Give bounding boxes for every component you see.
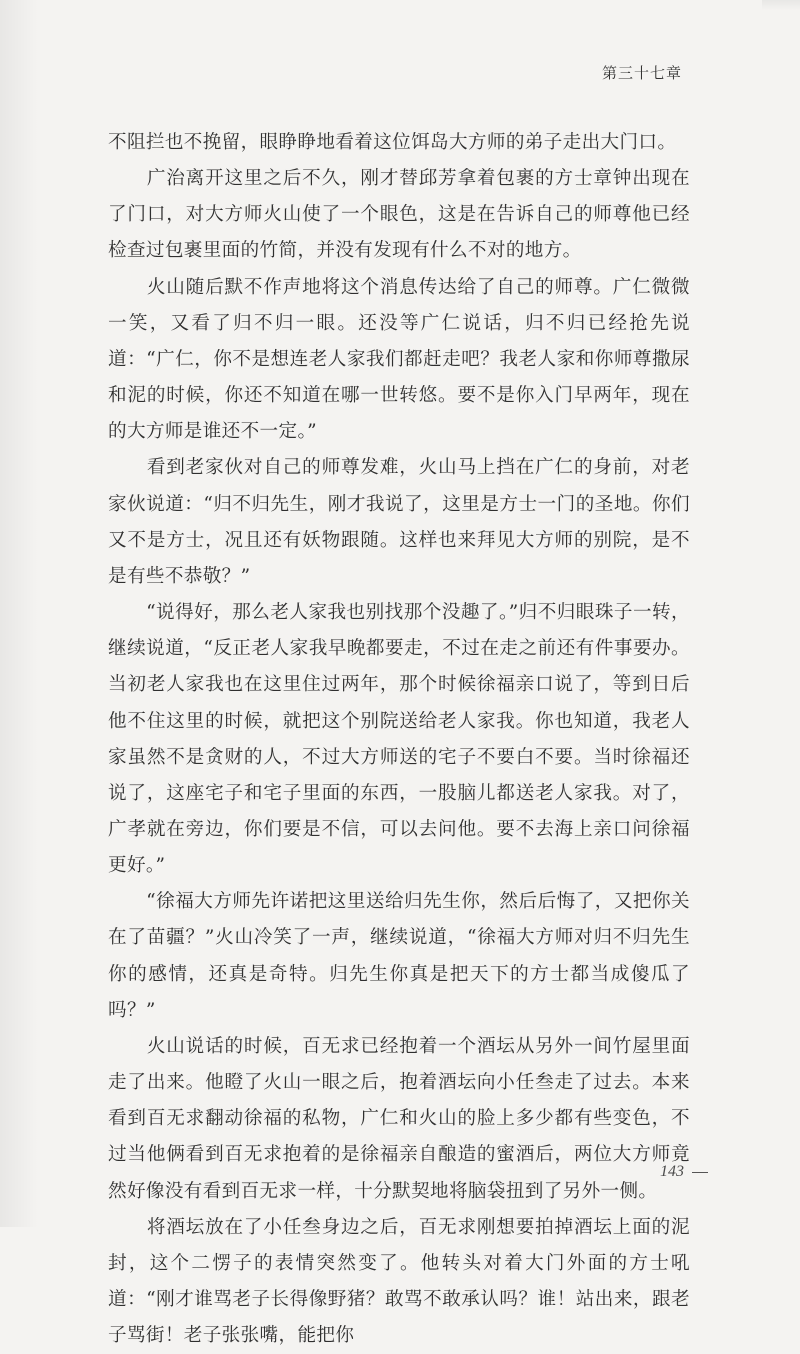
paragraph: “说得好，那么老人家我也别找那个没趣了。”归不归眼珠子一转，继续说道，“反正老人家我早晚都要走，不过在走之前还有件事要办。当初老人家我也在这里住过两年，那个时候徐福亲口说了，等到日后他不住这里的时候，就把这个别院送给老人家我。你也知道，我老人家虽然不是贪财的人，不过大方师送的宅子不要白不要。当时徐福还说了，这座宅子和宅子里面的东西，一股脑儿都送老人家我。对了，广孝就在旁边，你们要是不信，可以去问他。要不去海上亲口问徐福更好。”	[108, 602, 690, 877]
page-number-footer	[660, 1163, 708, 1181]
paragraph: 火山随后默不作声地将这个消息传达给了自己的师尊。广仁微微一笑，又看了归不归一眼。还没等广仁说话，归不归已经抢先说道：“广仁，你不是想连老人家我们都赶走吧？我老人家和你师尊撒尿和泥的时候，你还不知道在哪一世转悠。要不是你入门早两年，现在的大方师是谁还不一定。”	[108, 276, 690, 443]
running-header-chapter: 第三十七章	[601, 64, 682, 82]
body-text	[108, 125, 690, 1354]
paragraph: 不阻拦也不挽留，眼睁睁地看着这位饵岛大方师的弟子走出大门口。	[108, 132, 677, 153]
paragraph: 将酒坛放在了小任叁身边之后，百无求刚想要拍掉酒坛上面的泥封，这个二愣子的表情突然变了。他转头对着大门外面的方士吼道：“刚才谁骂老子长得像野猪？敢骂不敢承认吗？谁！站出来，跟老子骂街！老子张张嘴，能把你	[108, 1216, 690, 1347]
paragraph: “徐福大方师先许诺把这里送给归先生你，然后后悔了，又把你关在了苗疆？”火山冷笑了一声，继续说道，“徐福大方师对归不归先生你的感情，还真是奇特。归先生你真是把天下的方士都当成傻瓜了吗？”	[108, 891, 690, 1021]
binding-shadow	[0, 0, 38, 1227]
paragraph: 广治离开这里之后不久，刚才替邱芳拿着包裹的方士章钟出现在了门口，对大方师火山使了一个眼色，这是在告诉自己的师尊他已经检查过包裹里面的竹简，并没有发现有什么不对的地方。	[108, 168, 690, 262]
page-number: 143	[660, 1163, 684, 1180]
folio-dash	[692, 1172, 708, 1173]
paragraph: 看到老家伙对自己的师尊发难，火山马上挡在广仁的身前，对老家伙说道：“归不归先生，刚才我说了，这里是方士一门的圣地。你们又不是方士，况且还有妖物跟随。这样也来拜见大方师的别院，是不是有些不恭敬？”	[108, 457, 690, 587]
scan-edge-mark	[762, 0, 800, 10]
paragraph: 火山说话的时候，百无求已经抱着一个酒坛从另外一间竹屋里面走了出来。他瞪了火山一眼之后，抱着酒坛向小任叁走了过去。本来看到百无求翻动徐福的私物，广仁和火山的脸上多少都有些变色，不过当他俩看到百无求抱着的是徐福亲自酿造的蜜酒后，两位大方师竟然好像没有看到百无求一样，十分默契地将脑袋扭到了另外一侧。	[108, 1035, 690, 1202]
